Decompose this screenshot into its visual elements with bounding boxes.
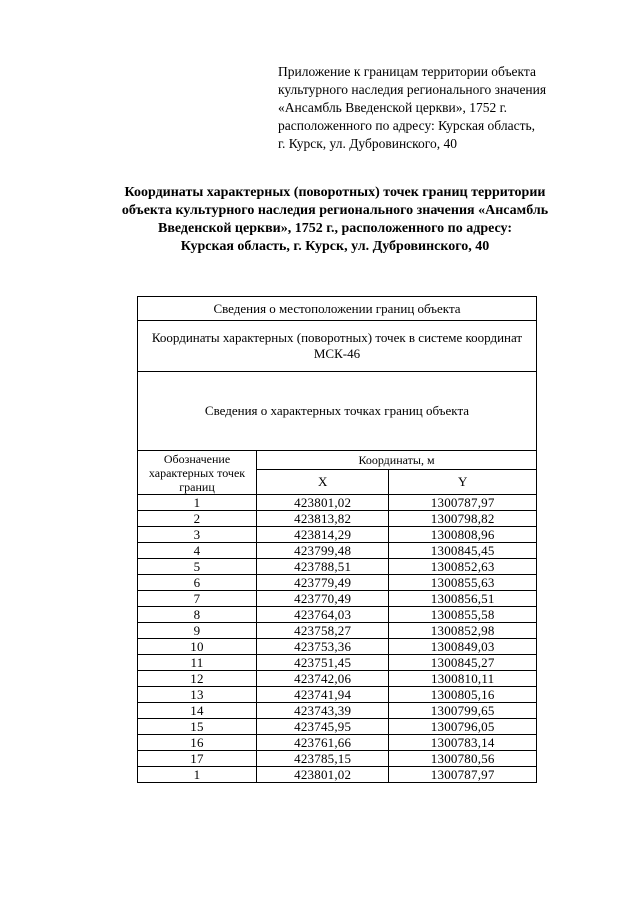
table-row: [138, 495, 537, 511]
coordinates-header: Координаты, м: [257, 451, 537, 470]
x-coordinate-cell: 423758,27: [257, 623, 389, 639]
x-coordinate-cell: 423788,51: [257, 559, 389, 575]
point-id-cell: 7: [138, 591, 257, 607]
x-coordinate-cell: 423751,45: [257, 655, 389, 671]
x-coordinate-cell: 423743,39: [257, 703, 389, 719]
coordinates-rows: [138, 495, 537, 783]
point-id-cell: 3: [138, 527, 257, 543]
table-row: [138, 543, 537, 559]
y-coordinate-cell: 1300810,11: [389, 671, 537, 687]
x-coordinate-cell: 423745,95: [257, 719, 389, 735]
title-line: Координаты характерных (поворотных) точек границ территории: [124, 185, 546, 200]
point-id-cell: 6: [138, 575, 257, 591]
point-id-cell: 14: [138, 703, 257, 719]
document-title: [90, 184, 580, 256]
x-coordinate-cell: 423753,36: [257, 639, 389, 655]
table-row: [138, 735, 537, 751]
x-coordinate-cell: 423813,82: [257, 511, 389, 527]
table-row: [138, 575, 537, 591]
coordinates-table: [137, 296, 537, 783]
x-coordinate-cell: 423770,49: [257, 591, 389, 607]
table-row: [138, 687, 537, 703]
y-coordinate-cell: 1300787,97: [389, 767, 537, 783]
x-coordinate-cell: 423761,66: [257, 735, 389, 751]
x-coordinate-cell: 423785,15: [257, 751, 389, 767]
y-coordinate-cell: 1300798,82: [389, 511, 537, 527]
y-coordinate-cell: 1300783,14: [389, 735, 537, 751]
point-id-cell: 5: [138, 559, 257, 575]
point-id-cell: 16: [138, 735, 257, 751]
table-row: [138, 591, 537, 607]
point-id-cell: 2: [138, 511, 257, 527]
point-id-cell: 1: [138, 495, 257, 511]
title-line: Курская область, г. Курск, ул. Дубровинского, 40: [180, 239, 490, 254]
y-coordinate-cell: 1300852,63: [389, 559, 537, 575]
x-coordinate-cell: 423814,29: [257, 527, 389, 543]
y-coordinate-cell: 1300808,96: [389, 527, 537, 543]
point-id-cell: 8: [138, 607, 257, 623]
table-row: [138, 703, 537, 719]
y-coordinate-cell: 1300855,58: [389, 607, 537, 623]
coordinate-system-header: Координаты характерных (поворотных) точек в системе координат МСК-46: [138, 321, 537, 372]
title-line: объекта культурного наследия регионального значения «Ансамбль: [121, 203, 549, 218]
y-coordinate-cell: 1300845,45: [389, 543, 537, 559]
table-row: [138, 639, 537, 655]
x-coordinate-cell: 423779,49: [257, 575, 389, 591]
appendix-line: культурного наследия регионального значения: [278, 82, 547, 97]
x-column-header: X: [257, 470, 389, 495]
y-coordinate-cell: 1300799,65: [389, 703, 537, 719]
table-row: [138, 623, 537, 639]
location-info-header: Сведения о местоположении границ объекта: [138, 297, 537, 321]
y-coordinate-cell: 1300855,63: [389, 575, 537, 591]
point-id-cell: 9: [138, 623, 257, 639]
table-row: [138, 671, 537, 687]
points-info-header: Сведения о характерных точках границ объекта: [138, 372, 537, 451]
appendix-line: г. Курск, ул. Дубровинского, 40: [278, 136, 457, 151]
x-coordinate-cell: 423801,02: [257, 495, 389, 511]
appendix-note: [278, 63, 598, 153]
point-id-cell: 17: [138, 751, 257, 767]
y-coordinate-cell: 1300856,51: [389, 591, 537, 607]
x-coordinate-cell: 423801,02: [257, 767, 389, 783]
y-coordinate-cell: 1300787,97: [389, 495, 537, 511]
x-coordinate-cell: 423764,03: [257, 607, 389, 623]
table-row: [138, 751, 537, 767]
point-id-cell: 15: [138, 719, 257, 735]
y-coordinate-cell: 1300845,27: [389, 655, 537, 671]
appendix-line: Приложение к границам территории объекта: [278, 64, 536, 79]
appendix-line: «Ансамбль Введенской церкви», 1752 г.: [278, 100, 508, 115]
point-label-header: Обозначение характерных точек границ: [138, 451, 257, 495]
point-id-cell: 12: [138, 671, 257, 687]
table-row: [138, 767, 537, 783]
point-id-cell: 11: [138, 655, 257, 671]
x-coordinate-cell: 423799,48: [257, 543, 389, 559]
y-column-header: Y: [389, 470, 537, 495]
y-coordinate-cell: 1300796,05: [389, 719, 537, 735]
table-row: [138, 607, 537, 623]
y-coordinate-cell: 1300849,03: [389, 639, 537, 655]
table-row: [138, 527, 537, 543]
x-coordinate-cell: 423741,94: [257, 687, 389, 703]
point-id-cell: 1: [138, 767, 257, 783]
table-row: [138, 655, 537, 671]
table-row: [138, 559, 537, 575]
appendix-line: расположенного по адресу: Курская область,: [278, 118, 535, 133]
point-id-cell: 4: [138, 543, 257, 559]
y-coordinate-cell: 1300805,16: [389, 687, 537, 703]
title-line: Введенской церкви», 1752 г., расположенного по адресу:: [157, 221, 513, 236]
point-id-cell: 13: [138, 687, 257, 703]
table-row: [138, 719, 537, 735]
y-coordinate-cell: 1300852,98: [389, 623, 537, 639]
y-coordinate-cell: 1300780,56: [389, 751, 537, 767]
point-id-cell: 10: [138, 639, 257, 655]
table-row: [138, 511, 537, 527]
x-coordinate-cell: 423742,06: [257, 671, 389, 687]
